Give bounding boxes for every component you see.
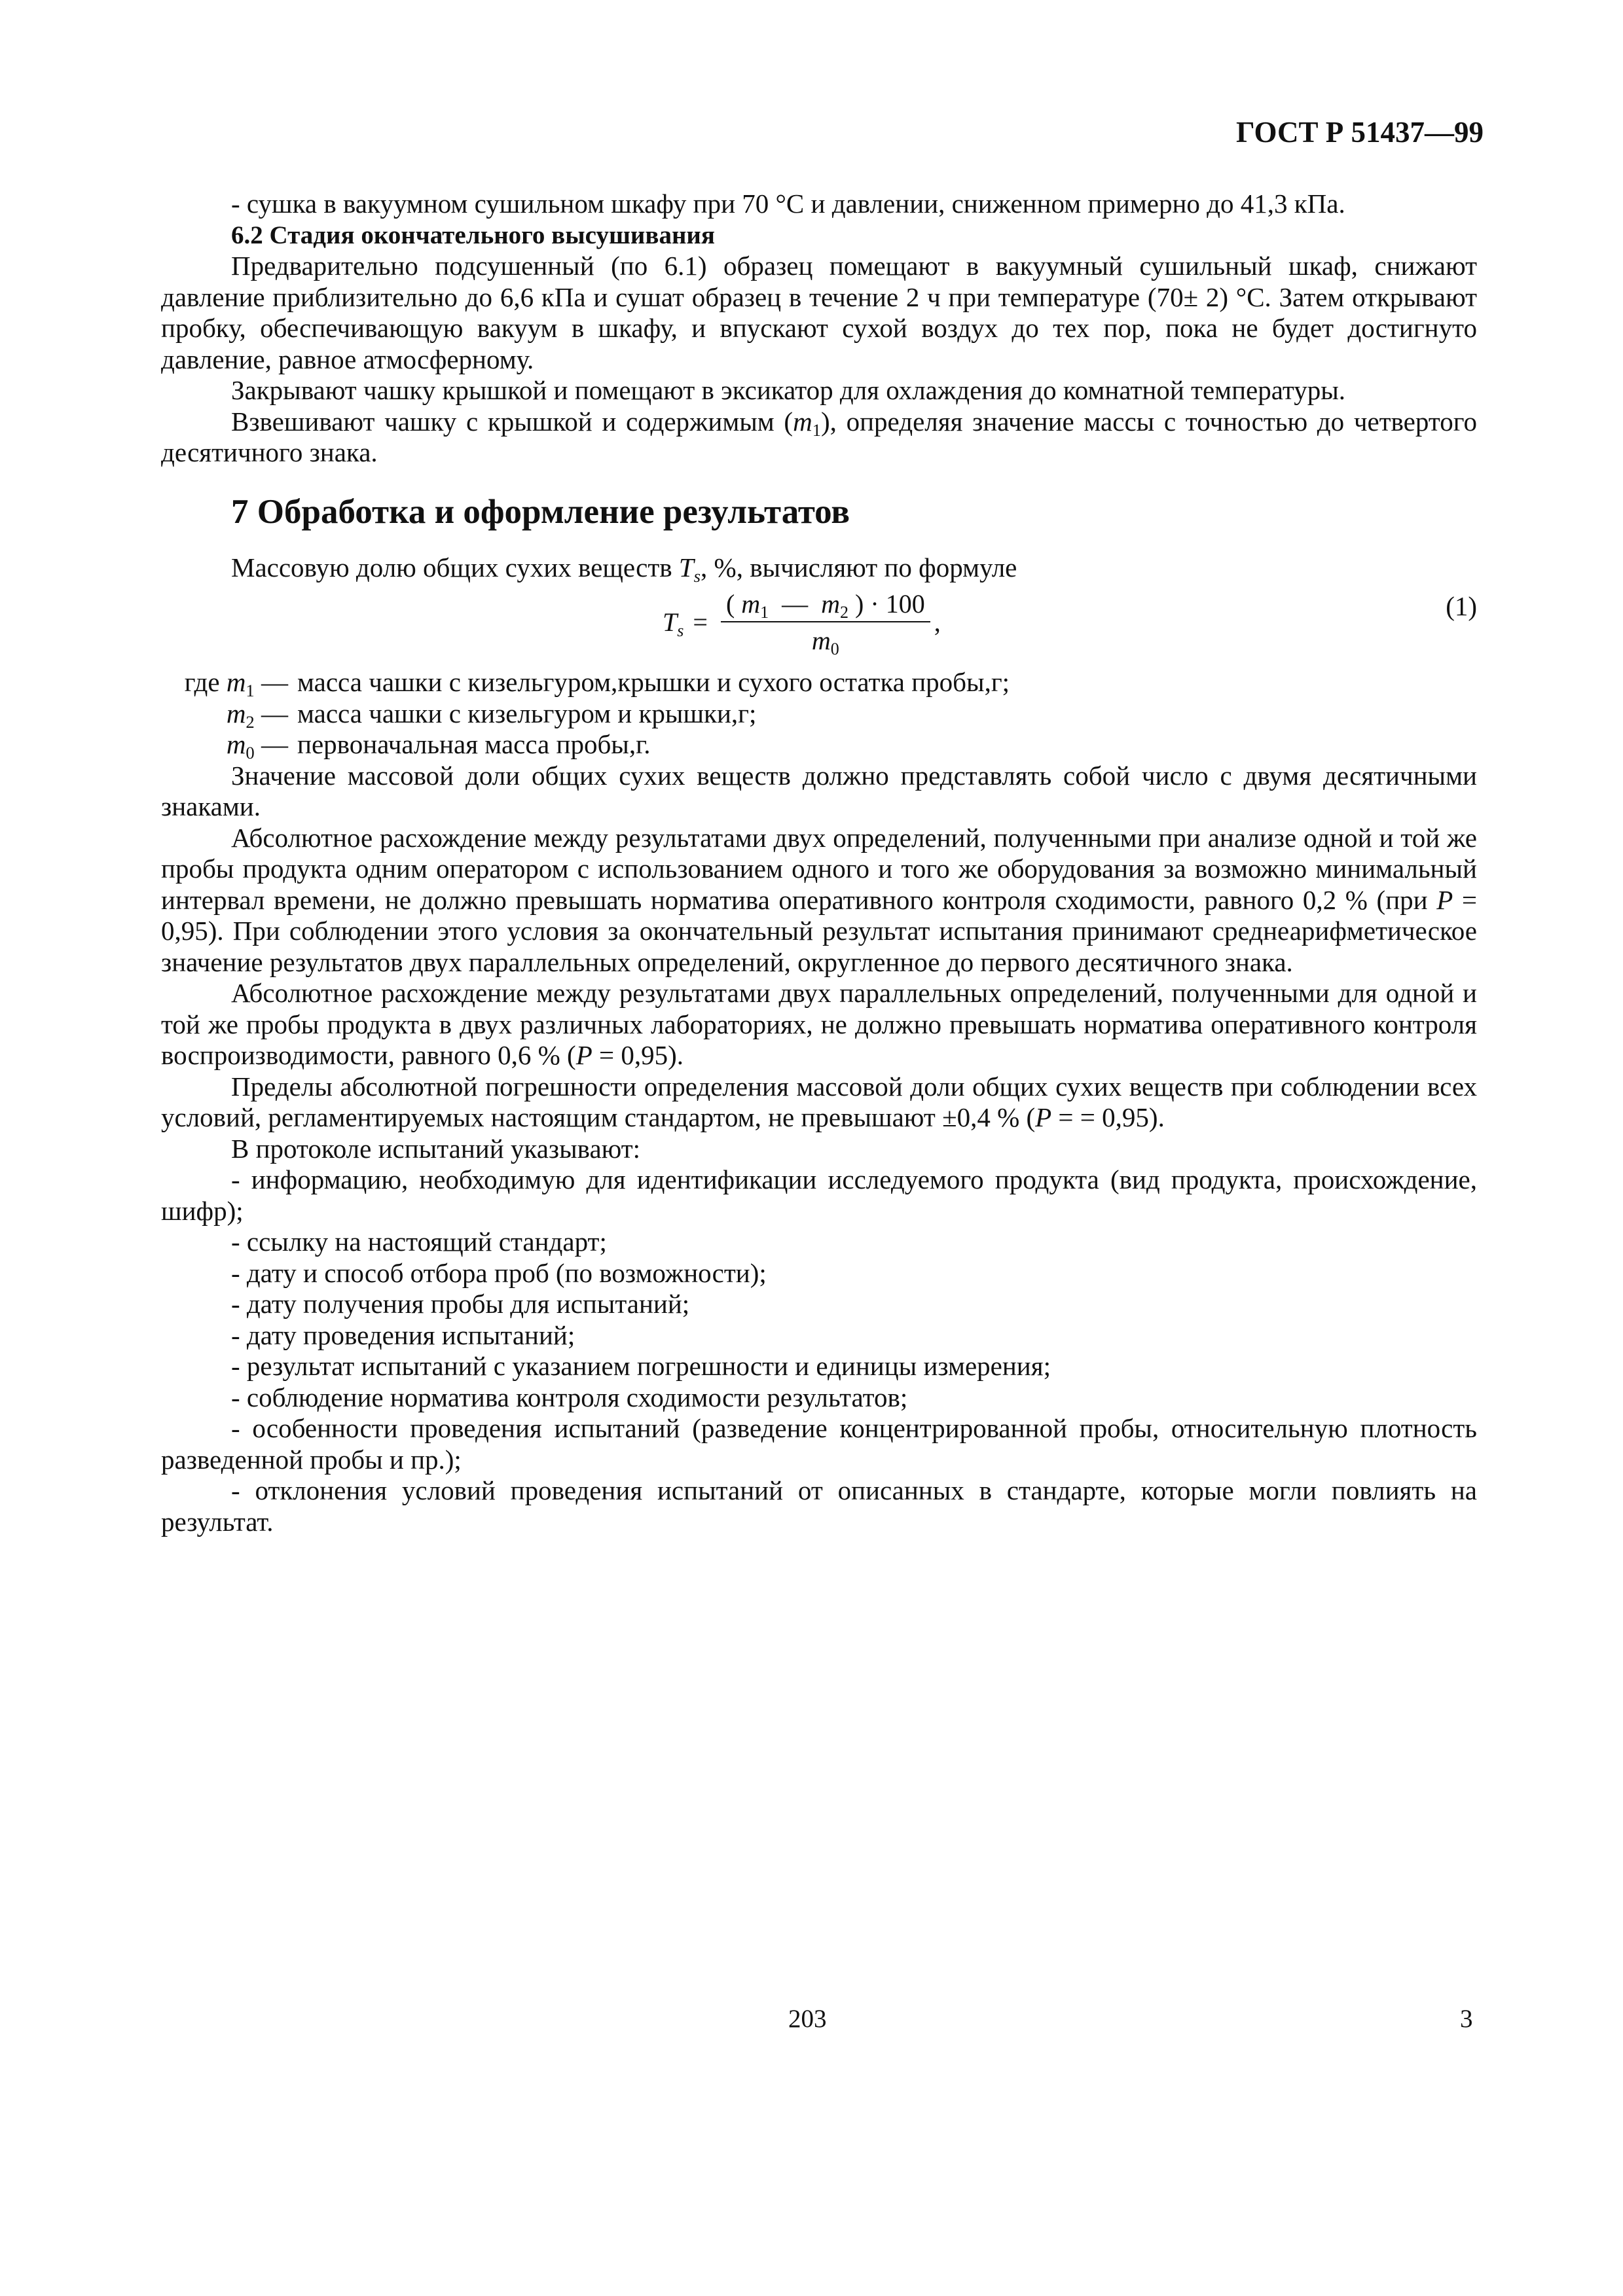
- page-number-right: 3: [1460, 2005, 1473, 2033]
- formula-block: [161, 584, 1477, 667]
- protocol-item: - дату и способ отбора проб (по возможности);: [231, 1257, 767, 1288]
- formula-number: (1): [1446, 591, 1477, 621]
- document-body: [161, 188, 1477, 1537]
- protocol-item: - соблюдение норматива контроля сходимости результатов;: [231, 1382, 908, 1412]
- legend-row-m0: $m_0$ — первоначальная масса пробы,г.: [226, 729, 651, 762]
- formula-denominator: $m_0$: [811, 626, 839, 658]
- protocol-item: - отклонения условий проведения испытаний от описанных в стандарте, которые могли повлиять на результат.: [161, 1475, 1477, 1537]
- formula-intro: Массовую долю общих сухих веществ $T_s$, %, вычисляют по формуле: [231, 552, 1017, 586]
- subsection-heading-6-2: 6.2 Стадия окончательного высушивания: [231, 221, 715, 249]
- paragraph-value-format: Значение массовой доли общих сухих веществ должно представлять собой число с двумя десятичными знаками.: [161, 760, 1477, 821]
- paragraph-error-limits: Пределы абсолютной погрешности определения массовой доли общих сухих веществ при соблюдении всех условий, регламентируемых настоящим стандартом, не превышают ±0,4 % (P = = 0,95).: [161, 1071, 1477, 1132]
- protocol-item: - информацию, необходимую для идентификации исследуемого продукта (вид продукта, происхождение, шифр);: [161, 1164, 1477, 1226]
- page-number-center: 203: [788, 2005, 827, 2033]
- protocol-item: - особенности проведения испытаний (разведение концентрированной пробы, относительную плотность разведенной пробы и пр.);: [161, 1413, 1477, 1475]
- drying-list-item: - сушка в вакуумном сушильном шкафу при 70 °С и давлении, сниженном примерно до 41,3 кПа.: [231, 188, 1345, 219]
- formula: [663, 589, 941, 658]
- paragraph-cooling: Закрывают чашку крышкой и помещают в эксикатор для охлаждения до комнатной температуры.: [231, 375, 1346, 405]
- formula-fraction: [721, 589, 930, 658]
- protocol-item: - дату получения пробы для испытаний;: [231, 1289, 690, 1319]
- protocol-item: - результат испытаний с указанием погрешности и единицы измерения;: [231, 1351, 1051, 1381]
- document-code: ГОСТ Р 51437—99: [1235, 116, 1484, 149]
- protocol-item: - ссылку на настоящий стандарт;: [231, 1227, 607, 1257]
- paragraph-reproducibility: Абсолютное расхождение между результатами двух параллельных определений, полученными для одной и той же пробы продукта в двух различных лабораториях, не должно превышать норматива оперативного контроля воспроизводимости, равного 0,6 % (P = 0,95).: [161, 978, 1477, 1070]
- paragraph-repeatability: Абсолютное расхождение между результатами двух определений, полученными при анализе одной и той же пробы продукта одним оператором с использованием одного и того же оборудования за возможно минимальный интервал времени, не должно превышать норматива оперативного контроля сходимости, равного 0,2 % (при P = 0,95). При соблюдении этого условия за окончательный результат испытания принимают среднеарифметическое значение результатов двух параллельных определений, округленное до первого десятичного знака.: [161, 822, 1477, 977]
- paragraph-final-drying: Предварительно подсушенный (по 6.1) образец помещают в вакуумный сушильный шкаф, снижают давление приблизительно до 6,6 кПа и сушат образец в течение 2 ч при температуре (70± 2) °С. Затем открывают пробку, обеспечивающую вакуум в шкафу, и впускают сухой воздух до тех пор, пока не будет достигнуто давление, равное атмосферному.: [161, 251, 1477, 374]
- legend-row-m2: $m_2$ — масса чашки с кизельгуром и крышки,г;: [226, 698, 757, 732]
- protocol-intro: В протоколе испытаний указывают:: [231, 1133, 641, 1164]
- formula-lhs: $T_s$: [663, 607, 684, 641]
- section-heading-7: 7 Обработка и оформление результатов: [231, 492, 850, 531]
- protocol-item: - дату проведения испытаний;: [231, 1319, 575, 1350]
- formula-comma: ,: [934, 607, 941, 637]
- formula-legend: [161, 667, 1477, 761]
- paragraph-weighing: Взвешивают чашку с крышкой и содержимым $(m_1)$, определяя значение массы с точностью до четвертого десятичного знака.: [161, 406, 1478, 467]
- legend-row-m1: где $m_1$ — масса чашки с кизельгуром,крышки и сухого остатка пробы,г;: [184, 667, 1010, 700]
- formula-equals: =: [693, 607, 708, 637]
- formula-numerator: ( $m_1$ — $m_2$ ) · 100: [721, 590, 930, 622]
